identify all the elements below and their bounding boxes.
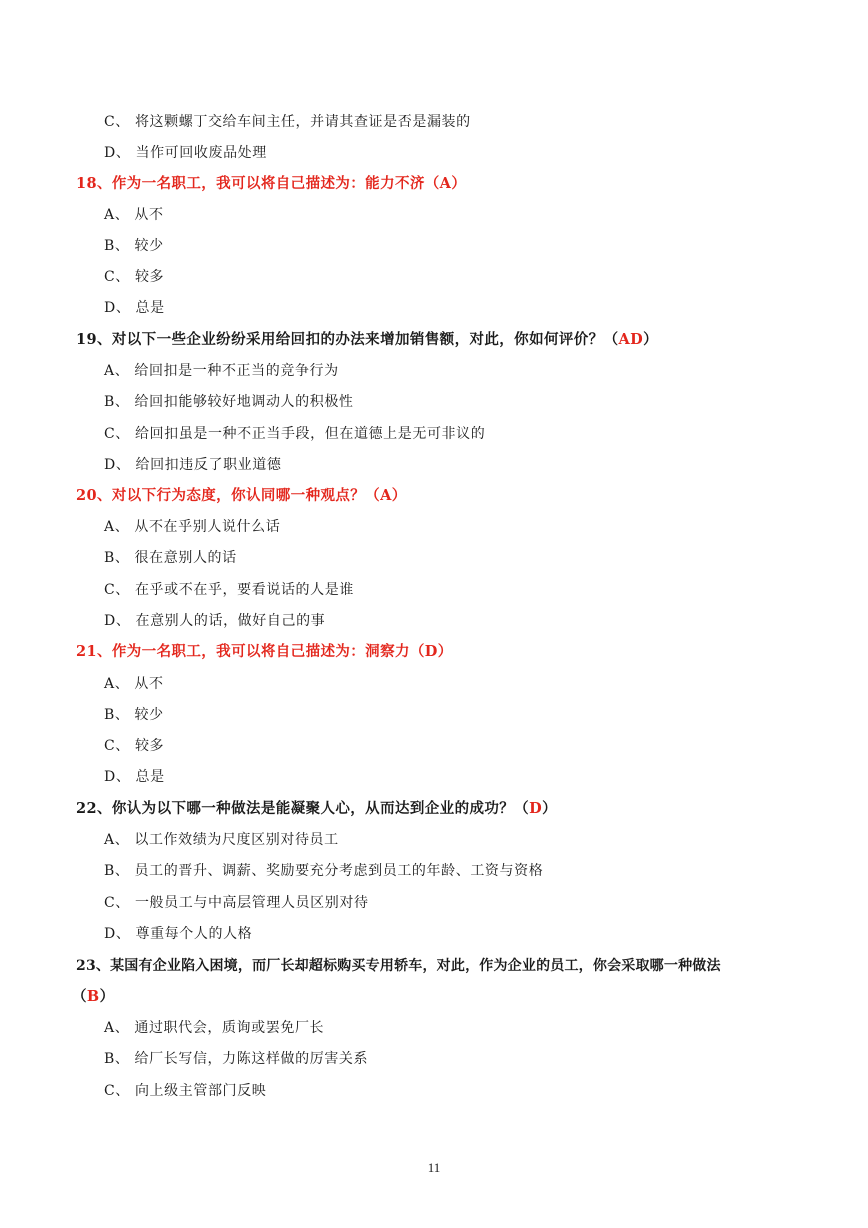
q22-option-c: C、 一般员工与中高层管理人员区别对待 xyxy=(104,895,369,911)
question-21: 21、作为一名职工，我可以将自己描述为：洞察力（D） xyxy=(76,643,453,660)
q19-option-d: D、 给回扣违反了职业道德 xyxy=(104,457,282,473)
question-19-answer: AD xyxy=(618,331,644,348)
q20-option-d: D、 在意别人的话，做好自己的事 xyxy=(104,613,326,629)
question-18: 18、作为一名职工，我可以将自己描述为：能力不济（A） xyxy=(76,175,467,192)
q22-option-a: A、 以工作效绩为尺度区别对待员工 xyxy=(104,832,339,848)
q18-option-c: C、 较多 xyxy=(104,269,165,285)
q22-option-d: D、 尊重每个人的人格 xyxy=(104,926,253,942)
question-23-close: ） xyxy=(99,988,115,1005)
option-d: D、 当作可回收废品处理 xyxy=(104,145,267,161)
q21-option-c: C、 较多 xyxy=(104,738,165,754)
q21-option-d: D、 总是 xyxy=(104,769,165,785)
question-22 xyxy=(76,799,557,819)
option-c: C、 将这颗螺丁交给车间主任，并请其查证是否是漏装的 xyxy=(104,114,471,130)
question-22-answer: D xyxy=(529,800,543,817)
q18-option-a: A、 从不 xyxy=(104,207,164,223)
q18-option-b: B、 较少 xyxy=(104,238,164,254)
question-22-text: 22、你认为以下哪一种做法是能凝聚人心，从而达到企业的成功？（ xyxy=(76,800,530,817)
q19-option-a: A、 给回扣是一种不正当的竞争行为 xyxy=(104,363,339,379)
question-20: 20、对以下行为态度，你认同哪一种观点？（A） xyxy=(76,487,407,504)
question-22-close: ） xyxy=(542,800,557,817)
question-19-text: 19、对以下一些企业纷纷采用给回扣的办法来增加销售额，对此，你如何评价？（ xyxy=(76,331,619,348)
q23-option-c: C、 向上级主管部门反映 xyxy=(104,1083,267,1099)
q19-option-c: C、 给回扣虽是一种不正当手段，但在道德上是无可非议的 xyxy=(104,426,486,442)
q21-option-a: A、 从不 xyxy=(104,676,164,692)
question-23-open: （ xyxy=(72,988,87,1005)
q20-option-b: B、 很在意别人的话 xyxy=(104,550,237,566)
page-number: 11 xyxy=(427,1160,441,1175)
question-19-close: ） xyxy=(643,331,659,348)
q21-option-b: B、 较少 xyxy=(104,707,164,723)
q18-option-d: D、 总是 xyxy=(104,300,165,316)
q23-option-b: B、 给厂长写信，力陈这样做的厉害关系 xyxy=(104,1051,369,1067)
question-19 xyxy=(76,330,658,350)
q20-option-c: C、 在乎或不在乎，要看说话的人是谁 xyxy=(104,582,354,598)
question-23-answer-line xyxy=(72,987,114,1007)
q23-option-a: A、 通过职代会，质询或罢免厂长 xyxy=(104,1020,325,1036)
q22-option-b: B、 员工的晋升、调薪、奖励要充分考虑到员工的年龄、工资与资格 xyxy=(104,863,544,879)
q20-option-a: A、 从不在乎别人说什么话 xyxy=(104,519,281,535)
question-23: 23、某国有企业陷入困境，而厂长却超标购买专用轿车，对此，作为企业的员工，你会采取哪一种做法 xyxy=(76,958,721,974)
question-23-answer: B xyxy=(86,988,100,1005)
q19-option-b: B、 给回扣能够较好地调动人的积极性 xyxy=(104,394,354,410)
